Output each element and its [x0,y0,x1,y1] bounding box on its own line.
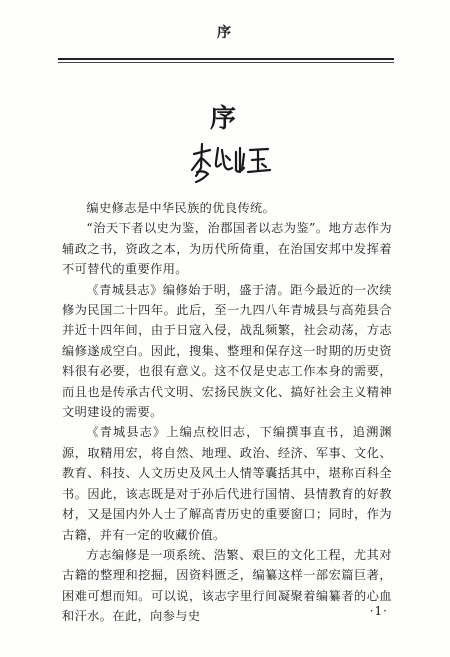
preface-body [62,198,392,627]
handwritten-signature [188,140,272,184]
paragraph-2: “治天下者以史为鉴，治郡国者以志为鉴”。地方志作为辅政之书，资政之本，为历代所倚重，在治国安邦中发挥着不可替代的重要作用。 [62,221,392,277]
paragraph-3: 《青城县志》编修始于明，盛于清。距今最近的一次续修为民国二十四年。此后，至一九四八年青城县与高苑县合并近十四年间，由于日寇入侵，战乱频繁，社会动荡，方志编修遂成空白。因此，搜集、整理和保存这一时期的历史资料很有必要，也很有意义。这不仅是史志工作本身的需要，而且也是传承古代文明、宏扬民族文化、搞好社会主义精神文明建设的需要。 [62,282,392,420]
paragraph-4: 《青城县志》上编点校旧志，下编撰事直书，追溯渊源，取精用宏，将自然、地理、政治、经济、军事、文化、教育、科技、人文历史及风土人情等囊括其中，堪称百科全书。因此，该志既是对于孙后代进行国情、县情教育的好教材，又是国内外人士了解高青历史的重要窗口；同时，作为古籍，并有一定的收藏价值。 [62,425,392,542]
header-rule-thin [58,62,394,63]
paragraph-5: 方志编修是一项系统、浩繁、艰巨的文化工程，尤其对古籍的整理和挖掘，因资料匮乏，编纂这样一部宏篇巨著，困难可想而知。可以说，该志字里行间凝聚着编纂者的心血和汗水。在此，向参与史 [62,547,392,624]
page-title: 序 [209,104,240,134]
header-rule [58,58,394,60]
paragraph-1: 编史修志是中华民族的优良传统。 [86,201,276,215]
page-number: ·1· [369,604,388,618]
running-header-title: 序 [217,25,233,41]
